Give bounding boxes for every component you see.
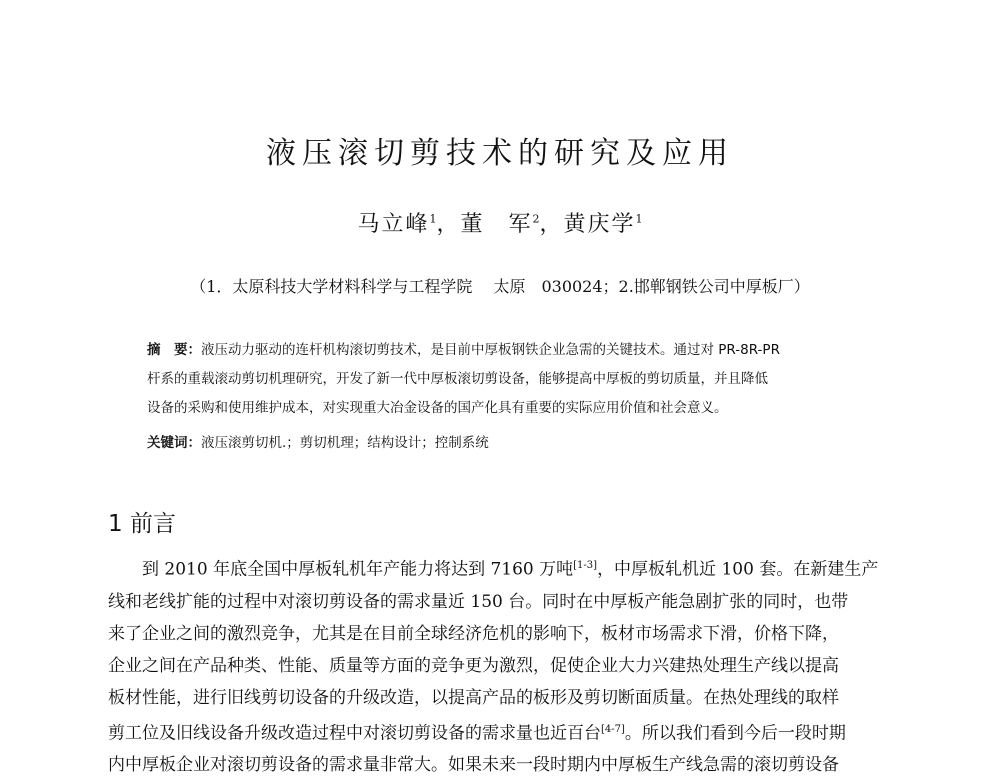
abstract — [147, 336, 867, 423]
citation-ref: [4-7] — [601, 723, 625, 735]
author-affiliation-mark: 1 — [429, 212, 437, 226]
author-separator: ， — [539, 212, 564, 237]
paper-title: 液压滚切剪技术的研究及应用 — [266, 136, 734, 171]
citation-ref: [1-3] — [573, 560, 598, 571]
author-affiliation-mark: 2 — [532, 212, 540, 226]
body-line: 板材性能，进行旧线剪切设备的升级改造，以提高产品的板形及剪切断面质量。在热处理线的取样 — [108, 687, 839, 708]
body-line — [108, 714, 898, 750]
abstract-text: 液压动力驱动的连杆机构滚切剪技术，是目前中厚板钢铁企业急需的关键技术。通过对 PR-8R-PR — [201, 342, 780, 358]
body-text-segment: 到 2010 年底全国中厚板轧机年产能力将达到 7160 万吨 — [142, 559, 574, 580]
author-name: 黄庆学 — [563, 212, 636, 237]
keywords — [147, 431, 489, 451]
body-line — [108, 550, 898, 586]
body-line: 来了企业之间的激烈竞争，尤其是在目前全球经济危机的影响下，板材市场需求下滑，价格下降， — [108, 623, 839, 644]
author-separator: ， — [436, 212, 461, 237]
affiliation: （1．太原科技大学材料科学与工程学院 太原 030024；2.邯郸钢铁公司中厚板厂） — [190, 277, 810, 296]
keywords-text: 液压滚剪切机.；剪切机理；结构设计；控制系统 — [201, 435, 489, 451]
abstract-line — [147, 336, 867, 365]
section-number: 1 — [108, 511, 123, 537]
abstract-line: 设备的采购和使用维护成本，对实现重大冶金设备的国产化具有重要的实际应用价值和社会意义。 — [147, 400, 728, 416]
body-line: 内中厚板企业对滚切剪设备的需求量非常大。如果未来一段时期内中厚板生产线急需的滚切剪设备 — [108, 755, 839, 776]
body-text-segment: ，中厚板轧机近 100 套。在新建生产 — [597, 559, 879, 580]
author-affiliation-mark: 1 — [635, 212, 643, 226]
body-line: 线和老线扩能的过程中对滚切剪设备的需求量近 150 台。同时在中厚板产能急剧扩张的同时，也带 — [108, 591, 849, 612]
abstract-label: 摘 要： — [147, 342, 201, 358]
section-heading — [108, 505, 176, 538]
abstract-line: 杆系的重载滚动剪切机理研究，开发了新一代中厚板滚切剪设备，能够提高中厚板的剪切质量，并且降低 — [147, 371, 768, 387]
author-name: 董 军 — [460, 212, 533, 237]
body-paragraph — [108, 550, 898, 781]
section-title: 前言 — [129, 511, 176, 537]
body-line: 企业之间在产品种类、性能、质量等方面的竞争更为激烈，促使企业大力兴建热处理生产线以提高 — [108, 655, 839, 676]
keywords-label: 关键词： — [147, 435, 201, 451]
body-text-segment: 。所以我们看到今后一段时期 — [624, 723, 846, 744]
author-list — [0, 207, 1000, 238]
author-name: 马立峰 — [357, 212, 430, 237]
body-text-segment: 剪工位及旧线设备升级改造过程中对滚切剪设备的需求量也近百台 — [108, 723, 601, 744]
